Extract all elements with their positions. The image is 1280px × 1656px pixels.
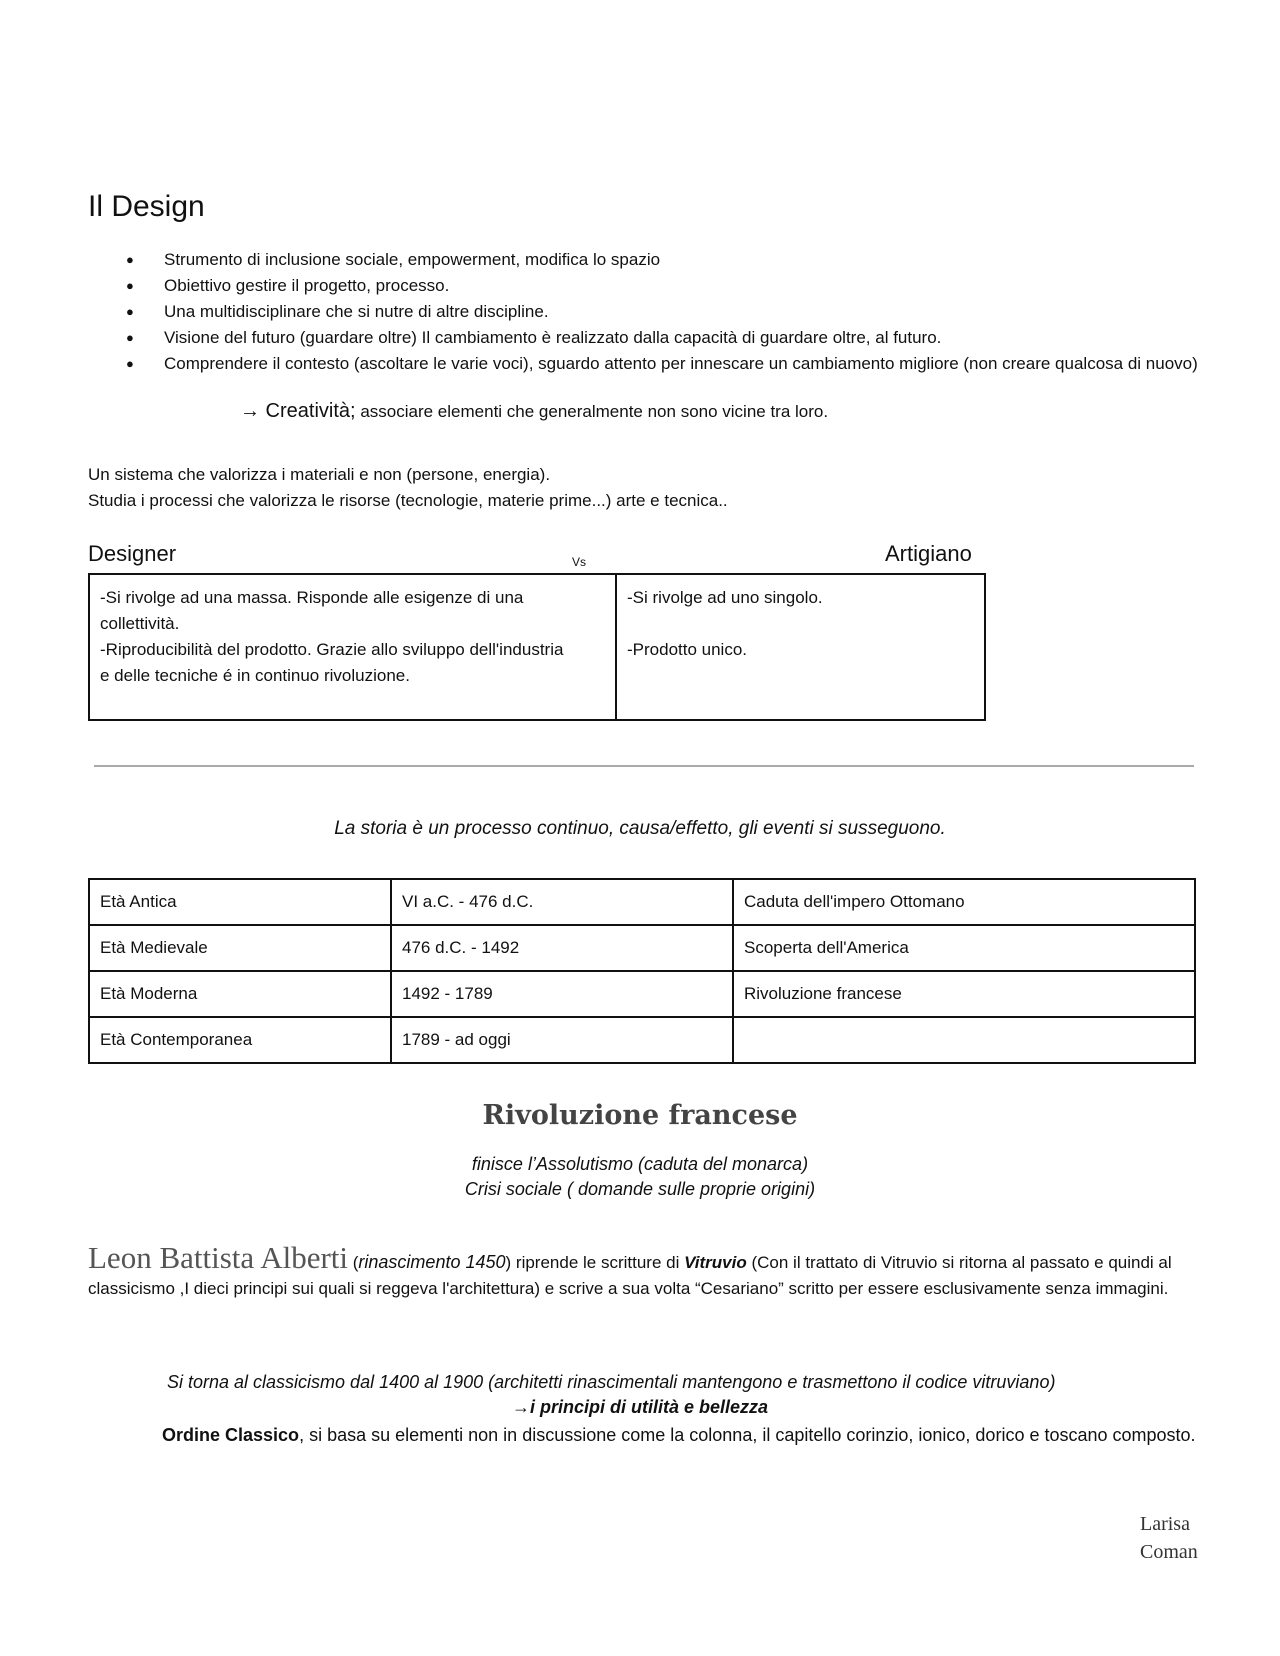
- era-period: 1789 - ad oggi: [391, 1017, 733, 1063]
- system-line: Un sistema che valorizza i materiali e non (persone, energia).: [88, 465, 551, 484]
- era-period: 1492 - 1789: [391, 971, 733, 1017]
- designer-line: collettività.: [100, 614, 180, 633]
- alberti-paren-open: (: [352, 1253, 359, 1272]
- ordine-paragraph: [162, 1422, 1212, 1448]
- rivoluzione-line: Crisi sociale ( domande sulle proprie origini): [464, 1179, 816, 1199]
- era-name: Età Moderna: [89, 971, 391, 1017]
- designer-cell: [89, 574, 616, 720]
- era-period: 476 d.C. - 1492: [391, 925, 733, 971]
- era-name: Età Contemporanea: [89, 1017, 391, 1063]
- artigiano-line: -Si rivolge ad uno singolo.: [627, 588, 823, 607]
- rivoluzione-heading: Rivoluzione francese: [482, 1100, 798, 1131]
- alberti-text-before: riprende le scritture di: [511, 1253, 685, 1272]
- era-event: Rivoluzione francese: [733, 971, 1195, 1017]
- vs-label: Vs: [572, 555, 587, 569]
- artigiano-heading: Artigiano: [885, 541, 972, 566]
- classicism-line: Si torna al classicismo dal 1400 al 1900 (architetti rinascimentali mantengono e trasmettono il codice vitruviano): [167, 1372, 1056, 1392]
- system-line: Studia i processi che valorizza le risorse (tecnologie, materie prime...) arte e tecnica..: [88, 491, 728, 510]
- era-period: VI a.C. - 476 d.C.: [391, 879, 733, 925]
- creativity-label: → Creatività;: [240, 400, 356, 422]
- table-row: [89, 1017, 1195, 1063]
- designer-vs-artigiano-table: [88, 573, 986, 721]
- era-name: Età Antica: [89, 879, 391, 925]
- artigiano-line: -Prodotto unico.: [627, 640, 748, 659]
- signature: [1140, 1510, 1198, 1566]
- designer-line: -Riproducibilità del prodotto. Grazie allo sviluppo dell'industria: [100, 640, 564, 659]
- history-quote: La storia è un processo continuo, causa/effetto, gli eventi si susseguono.: [334, 818, 946, 839]
- ordine-label: Ordine Classico: [162, 1425, 300, 1445]
- creativity-line: [240, 400, 828, 423]
- designer-line: -Si rivolge ad una massa. Risponde alle esigenze di una: [100, 588, 524, 607]
- ordine-text: , si basa su elementi non in discussione come la colonna, il capitello corinzio, ionico, dorico e toscano composto.: [299, 1425, 1196, 1445]
- page-title: Il Design: [88, 190, 205, 223]
- creativity-text: associare elementi che generalmente non sono vicine tra loro.: [360, 402, 829, 421]
- era-event: Scoperta dell'America: [733, 925, 1195, 971]
- era-event: Caduta dell'impero Ottomano: [733, 879, 1195, 925]
- vitruvio-name: Vitruvio: [684, 1253, 747, 1272]
- list-item: ● Una multidisciplinare che si nutre di altre discipline.: [88, 299, 1208, 325]
- alberti-text-after: (Con il trattato di Vitruvio si ritorna al passato e quindi al classicismo ,I dieci principi sui quali si reggeva l'architettura) e scrive a sua volta “Cesariano” scritto per essere esclusivamente senza immagini.: [88, 1253, 1172, 1298]
- artigiano-cell: [616, 574, 985, 720]
- table-row: [89, 971, 1195, 1017]
- signature-line: Coman: [1140, 1541, 1198, 1563]
- eras-table: [88, 878, 1196, 1064]
- alberti-paragraph: [88, 1240, 1218, 1302]
- artigiano-line: [627, 611, 974, 637]
- alberti-paren-close: ): [505, 1253, 512, 1272]
- rivoluzione-line: finisce l’Assolutismo (caduta del monarca): [471, 1154, 809, 1174]
- table-row: [89, 879, 1195, 925]
- alberti-name: Leon Battista Alberti: [88, 1240, 349, 1275]
- table-row: [89, 925, 1195, 971]
- signature-line: Larisa: [1140, 1513, 1190, 1535]
- list-item: ● Visione del futuro (guardare oltre) Il cambiamento è realizzato dalla capacità di guardare oltre, al futuro.: [88, 325, 1208, 351]
- principles-line: →i principi di utilità e bellezza: [511, 1397, 769, 1417]
- designer-line: e delle tecniche é in continuo rivoluzione.: [100, 666, 410, 685]
- list-item: ● Comprendere il contesto (ascoltare le varie voci), sguardo attento per innescare un cambiamento migliore (non creare qualcosa di nuovo): [88, 351, 1208, 377]
- alberti-period: rinascimento 1450: [358, 1252, 506, 1272]
- design-bullet-list: [88, 247, 1208, 377]
- era-event: [733, 1017, 1195, 1063]
- designer-heading: Designer: [88, 541, 177, 566]
- list-item: ● Strumento di inclusione sociale, empowerment, modifica lo spazio: [88, 247, 1208, 273]
- era-name: Età Medievale: [89, 925, 391, 971]
- list-item: ● Obiettivo gestire il progetto, processo.: [88, 273, 1208, 299]
- section-divider: [94, 765, 1194, 767]
- system-paragraph: [88, 462, 728, 514]
